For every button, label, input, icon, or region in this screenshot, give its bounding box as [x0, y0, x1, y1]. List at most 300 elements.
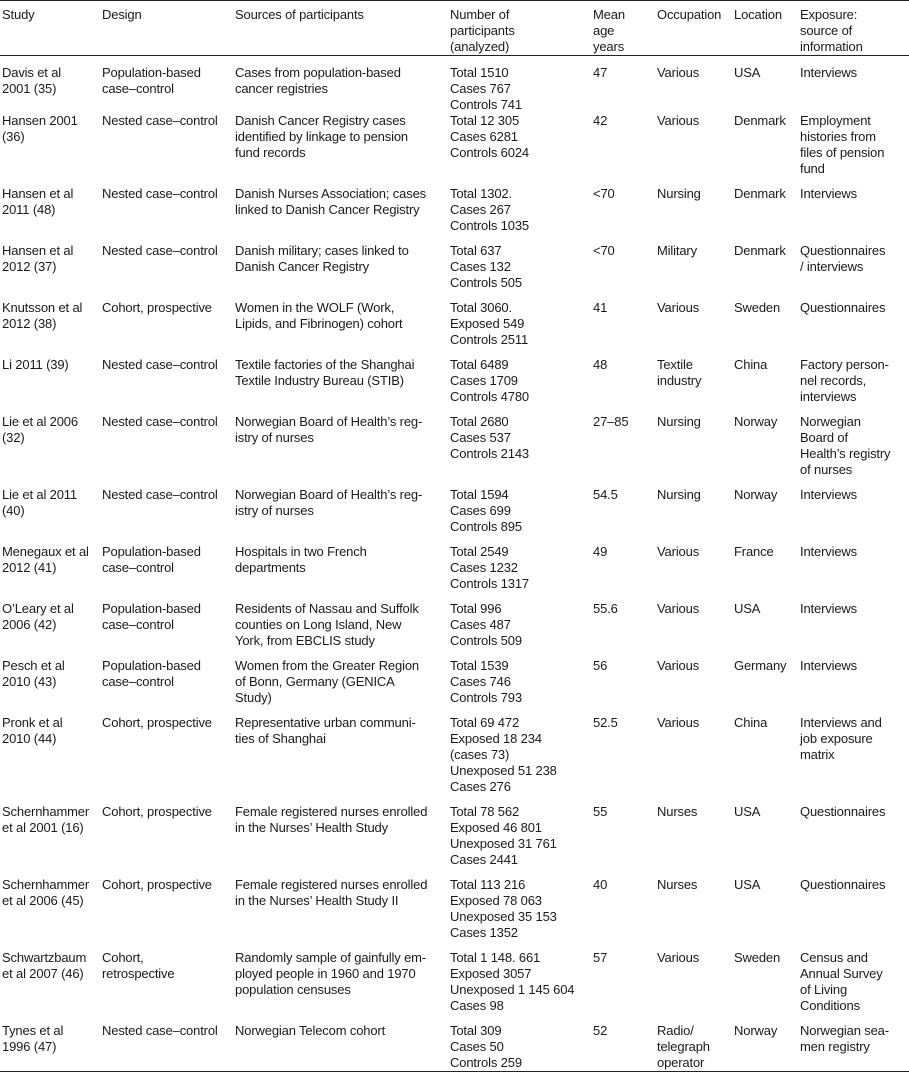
cell-study — [0, 414, 100, 487]
cell-line: 40 — [593, 877, 608, 892]
cell-line: case–control — [102, 617, 174, 632]
cell-line: Nurses — [657, 877, 698, 892]
cell-number — [448, 1023, 591, 1072]
cell-line: Questionnaires — [800, 877, 886, 892]
table-row — [0, 300, 909, 357]
cell-exposure — [798, 113, 909, 186]
cell-line: Controls 6024 — [450, 145, 529, 160]
cell-line: Nested case–control — [102, 1023, 218, 1038]
table-row — [0, 243, 909, 300]
cell-occupation — [655, 544, 732, 601]
cell-location — [732, 414, 798, 487]
cell-line: Schwartzbaum — [2, 950, 87, 965]
cell-line: Cohort, prospective — [102, 804, 212, 819]
cell-line: Health’s registry — [800, 446, 891, 461]
cell-line: Norwegian — [800, 414, 861, 429]
cell-exposure — [798, 658, 909, 715]
cell-exposure — [798, 487, 909, 544]
cell-design — [100, 950, 233, 1023]
cell-study — [0, 877, 100, 950]
cell-line: population censuses — [235, 982, 351, 997]
cell-line: 2012 (38) — [2, 316, 57, 331]
cell-design — [100, 243, 233, 300]
cell-line: Military — [657, 243, 697, 258]
header-study — [0, 1, 100, 56]
cell-design — [100, 1023, 233, 1072]
cell-line: Unexposed 31 761 — [450, 836, 557, 851]
cell-location — [732, 804, 798, 877]
cell-sources — [233, 186, 448, 243]
cell-line: / interviews — [800, 259, 864, 274]
header-row — [0, 1, 909, 56]
header-occupation — [655, 1, 732, 56]
cell-location — [732, 877, 798, 950]
cell-line: 49 — [593, 544, 608, 559]
cell-line: Total 78 562 — [450, 804, 520, 819]
cell-line: years — [593, 39, 625, 54]
cell-line: Cases 1352 — [450, 925, 518, 940]
cell-line: Population-based — [102, 601, 201, 616]
cell-line: Schernhammer — [2, 804, 90, 819]
cell-study — [0, 113, 100, 186]
cell-study — [0, 300, 100, 357]
cell-design — [100, 877, 233, 950]
cell-line: Unexposed 51 238 — [450, 763, 557, 778]
cell-exposure — [798, 715, 909, 804]
cell-line: et al 2007 (46) — [2, 966, 84, 981]
cell-line: 55 — [593, 804, 608, 819]
cell-line: Female registered nurses enrolled — [235, 877, 428, 892]
cell-line: USA — [734, 601, 761, 616]
cell-sources — [233, 113, 448, 186]
cell-exposure — [798, 601, 909, 658]
cell-line: 56 — [593, 658, 608, 673]
cell-line: Norwegian Board of Health’s reg- — [235, 487, 423, 502]
cell-age — [591, 56, 655, 114]
cell-line: Hospitals in two French — [235, 544, 367, 559]
cell-line: Exposed 78 063 — [450, 893, 542, 908]
cell-line: Total 1302. — [450, 186, 512, 201]
cell-line: Norwegian Telecom cohort — [235, 1023, 386, 1038]
cell-line: Hansen 2001 — [2, 113, 78, 128]
cell-line: Cohort, prospective — [102, 300, 212, 315]
cell-number — [448, 243, 591, 300]
cell-occupation — [655, 243, 732, 300]
cell-exposure — [798, 56, 909, 114]
cell-line: Sweden — [734, 300, 781, 315]
cell-line: Cases 767 — [450, 81, 511, 96]
cell-design — [100, 487, 233, 544]
cell-sources — [233, 544, 448, 601]
cell-age — [591, 487, 655, 544]
cell-line: Menegaux et al — [2, 544, 89, 559]
cell-line: Various — [657, 544, 700, 559]
cell-line: Exposure: — [800, 7, 858, 22]
cell-line: cancer registries — [235, 81, 328, 96]
cell-line: Questionnaires — [800, 300, 886, 315]
cell-line: Total 69 472 — [450, 715, 520, 730]
cell-line: 27–85 — [593, 414, 629, 429]
cell-line: industry — [657, 373, 702, 388]
cell-age — [591, 715, 655, 804]
cell-line: York, from EBCLIS study — [235, 633, 375, 648]
cell-age — [591, 877, 655, 950]
cell-line: Total 1539 — [450, 658, 509, 673]
cell-line: Total 3060. — [450, 300, 512, 315]
cell-line: Controls 2511 — [450, 332, 529, 347]
cell-exposure — [798, 414, 909, 487]
cell-line: istry of nurses — [235, 503, 314, 518]
cell-line: Nested case–control — [102, 243, 218, 258]
cell-sources — [233, 357, 448, 414]
cell-sources — [233, 715, 448, 804]
cell-line: Mean — [593, 7, 625, 22]
cell-line: 47 — [593, 65, 608, 80]
cell-line: Total 996 — [450, 601, 502, 616]
cell-line: Women from the Greater Region — [235, 658, 419, 673]
table-row — [0, 1023, 909, 1072]
cell-line: Interviews — [800, 65, 858, 80]
cell-line: Cohort, — [102, 950, 144, 965]
header-location — [732, 1, 798, 56]
cell-line: Factory person- — [800, 357, 889, 372]
cell-line: Controls 895 — [450, 519, 522, 534]
cell-location — [732, 186, 798, 243]
cell-line: 1996 (47) — [2, 1039, 57, 1054]
cell-occupation — [655, 804, 732, 877]
cell-line: Total 113 216 — [450, 877, 526, 892]
cell-age — [591, 601, 655, 658]
cell-line: Various — [657, 658, 700, 673]
cell-line: Interviews and — [800, 715, 882, 730]
cell-line: Population-based — [102, 544, 201, 559]
cell-design — [100, 601, 233, 658]
cell-design — [100, 715, 233, 804]
table-row — [0, 357, 909, 414]
cell-line: Schernhammer — [2, 877, 90, 892]
cell-line: Cohort, prospective — [102, 877, 212, 892]
cell-line: USA — [734, 877, 761, 892]
cell-line: Sweden — [734, 950, 781, 965]
table-body — [0, 56, 909, 1072]
cell-line: in the Nurses’ Health Study II — [235, 893, 399, 908]
cell-line: Nested case–control — [102, 487, 218, 502]
cell-design — [100, 56, 233, 114]
cell-line: 2010 (43) — [2, 674, 57, 689]
cell-line: France — [734, 544, 774, 559]
cell-line: 54.5 — [593, 487, 618, 502]
cell-number — [448, 658, 591, 715]
cell-line: <70 — [593, 186, 615, 201]
cell-line: Norwegian sea- — [800, 1023, 889, 1038]
cell-line: Randomly sample of gainfully em- — [235, 950, 427, 965]
cell-number — [448, 113, 591, 186]
cell-line: in the Nurses’ Health Study — [235, 820, 388, 835]
cell-line: Nursing — [657, 487, 701, 502]
cell-line: (32) — [2, 430, 25, 445]
cell-line: Exposed 18 234 — [450, 731, 542, 746]
cell-line: ployed people in 1960 and 1970 — [235, 966, 416, 981]
cell-age — [591, 186, 655, 243]
cell-sources — [233, 658, 448, 715]
table-row — [0, 950, 909, 1023]
cell-number — [448, 804, 591, 877]
cell-number — [448, 186, 591, 243]
cell-line: case–control — [102, 81, 174, 96]
cell-line: et al 2001 (16) — [2, 820, 84, 835]
cell-exposure — [798, 186, 909, 243]
cell-line: Hansen et al — [2, 243, 74, 258]
cell-number — [448, 487, 591, 544]
cell-line: Cohort, prospective — [102, 715, 212, 730]
cell-line: 2001 (35) — [2, 81, 57, 96]
cell-location — [732, 658, 798, 715]
cell-design — [100, 186, 233, 243]
cell-line: Danish military; cases linked to — [235, 243, 409, 258]
cell-line: Total 6489 — [450, 357, 509, 372]
cell-line: Lipids, and Fibrinogen) cohort — [235, 316, 403, 331]
cell-number — [448, 414, 591, 487]
cell-age — [591, 804, 655, 877]
cell-location — [732, 487, 798, 544]
cell-line: Cases 1709 — [450, 373, 518, 388]
cell-design — [100, 113, 233, 186]
cell-line: Cases 98 — [450, 998, 504, 1013]
cell-line: Interviews — [800, 601, 858, 616]
cell-line: 2012 (37) — [2, 259, 57, 274]
cell-occupation — [655, 56, 732, 114]
cell-line: Location — [734, 7, 782, 22]
cell-line: Pronk et al — [2, 715, 63, 730]
cell-line: Conditions — [800, 998, 860, 1013]
cell-line: Exposed 3057 — [450, 966, 532, 981]
cell-line: Various — [657, 715, 700, 730]
header-number — [448, 1, 591, 56]
cell-line: linked to Danish Cancer Registry — [235, 202, 420, 217]
cell-line: Employment — [800, 113, 871, 128]
cell-line: China — [734, 357, 768, 372]
cell-line: Total 309 — [450, 1023, 502, 1038]
cell-occupation — [655, 601, 732, 658]
cell-line: 55.6 — [593, 601, 618, 616]
cell-line: Cases 746 — [450, 674, 511, 689]
cell-occupation — [655, 950, 732, 1023]
cell-number — [448, 357, 591, 414]
cell-line: Controls 259 — [450, 1055, 522, 1070]
cell-line: Exposed 549 — [450, 316, 525, 331]
cell-line: USA — [734, 65, 761, 80]
table-row — [0, 113, 909, 186]
cell-line: Study) — [235, 690, 272, 705]
cell-line: interviews — [800, 389, 857, 404]
cell-line: USA — [734, 804, 761, 819]
cell-line: Norway — [734, 414, 778, 429]
table-row — [0, 804, 909, 877]
cell-line: Various — [657, 950, 700, 965]
cell-line: 2006 (42) — [2, 617, 57, 632]
cell-study — [0, 950, 100, 1023]
table-row — [0, 544, 909, 601]
cell-line: Cases 132 — [450, 259, 511, 274]
cell-exposure — [798, 877, 909, 950]
cell-line: (36) — [2, 129, 25, 144]
cell-study — [0, 487, 100, 544]
cell-sources — [233, 601, 448, 658]
cell-line: Lie et al 2011 — [2, 487, 77, 502]
cell-sources — [233, 804, 448, 877]
cell-line: O’Leary et al — [2, 601, 74, 616]
cell-sources — [233, 300, 448, 357]
cell-line: Cases 267 — [450, 202, 511, 217]
cell-line: Population-based — [102, 65, 201, 80]
cell-location — [732, 715, 798, 804]
cell-exposure — [798, 243, 909, 300]
cell-line: Nested case–control — [102, 186, 218, 201]
cell-line: Cases 487 — [450, 617, 511, 632]
cell-line: Nested case–control — [102, 113, 218, 128]
cell-occupation — [655, 1023, 732, 1072]
cell-line: Cases 537 — [450, 430, 511, 445]
cell-line: Exposed 46 801 — [450, 820, 542, 835]
cell-study — [0, 715, 100, 804]
cell-line: Danish Cancer Registry — [235, 259, 369, 274]
cell-line: Various — [657, 601, 700, 616]
cell-line: Total 1510 — [450, 65, 509, 80]
cell-line: operator — [657, 1055, 705, 1070]
cell-occupation — [655, 414, 732, 487]
cell-number — [448, 877, 591, 950]
cell-design — [100, 658, 233, 715]
cell-number — [448, 715, 591, 804]
cell-line: Cases from population-based — [235, 65, 401, 80]
cell-line: Design — [102, 7, 142, 22]
table-row — [0, 487, 909, 544]
cell-sources — [233, 950, 448, 1023]
cell-line: ties of Shanghai — [235, 731, 326, 746]
cell-line: Population-based — [102, 658, 201, 673]
cell-sources — [233, 414, 448, 487]
cell-number — [448, 56, 591, 114]
cell-line: 42 — [593, 113, 608, 128]
cell-line: Total 1594 — [450, 487, 509, 502]
header-design — [100, 1, 233, 56]
cell-line: Cases 50 — [450, 1039, 504, 1054]
cell-occupation — [655, 658, 732, 715]
cell-line: departments — [235, 560, 306, 575]
cell-sources — [233, 243, 448, 300]
cell-line: Davis et al — [2, 65, 62, 80]
cell-line: Denmark — [734, 243, 786, 258]
cell-line: Residents of Nassau and Suffolk — [235, 601, 419, 616]
header-sources — [233, 1, 448, 56]
cell-study — [0, 804, 100, 877]
cell-line: Total 1 148. 661 — [450, 950, 541, 965]
cell-line: case–control — [102, 674, 174, 689]
table-row — [0, 601, 909, 658]
cell-exposure — [798, 1023, 909, 1072]
cell-line: Controls 2143 — [450, 446, 529, 461]
cell-line: fund — [800, 161, 825, 176]
cell-line: Total 637 — [450, 243, 502, 258]
cell-location — [732, 601, 798, 658]
cell-line: Cases 276 — [450, 779, 511, 794]
cell-line: Nurses — [657, 804, 698, 819]
cell-line: Annual Survey — [800, 966, 883, 981]
cell-study — [0, 1023, 100, 1072]
cell-age — [591, 658, 655, 715]
cell-age — [591, 544, 655, 601]
cell-design — [100, 544, 233, 601]
cell-line: of nurses — [800, 462, 853, 477]
cell-line: Controls 4780 — [450, 389, 529, 404]
cell-line: participants — [450, 23, 515, 38]
cell-line: et al 2006 (45) — [2, 893, 84, 908]
cell-line: job exposure — [800, 731, 873, 746]
cell-location — [732, 243, 798, 300]
cell-line: Representative urban communi- — [235, 715, 416, 730]
cell-study — [0, 243, 100, 300]
cell-line: Total 2680 — [450, 414, 509, 429]
cell-line: Nursing — [657, 186, 701, 201]
cell-location — [732, 113, 798, 186]
cell-sources — [233, 877, 448, 950]
cell-line: Occupation — [657, 7, 722, 22]
cell-line: Questionnaires — [800, 804, 886, 819]
header-age — [591, 1, 655, 56]
cell-line: Nursing — [657, 414, 701, 429]
cell-line: Women in the WOLF (Work, — [235, 300, 395, 315]
cell-number — [448, 300, 591, 357]
cell-line: 41 — [593, 300, 608, 315]
cell-number — [448, 544, 591, 601]
cell-line: men registry — [800, 1039, 870, 1054]
cell-line: (40) — [2, 503, 25, 518]
cell-line: <70 — [593, 243, 615, 258]
cell-occupation — [655, 300, 732, 357]
cell-line: Cases 1232 — [450, 560, 518, 575]
cell-line: 57 — [593, 950, 608, 965]
cell-line: retrospective — [102, 966, 175, 981]
cell-line: Lie et al 2006 — [2, 414, 78, 429]
cell-number — [448, 950, 591, 1023]
table-row — [0, 715, 909, 804]
cell-line: (cases 73) — [450, 747, 510, 762]
cell-age — [591, 243, 655, 300]
cell-line: China — [734, 715, 768, 730]
cell-line: of Living — [800, 982, 848, 997]
cell-age — [591, 1023, 655, 1072]
cell-line: source of — [800, 23, 853, 38]
cell-design — [100, 804, 233, 877]
cell-line: Norway — [734, 1023, 778, 1038]
cell-line: Norway — [734, 487, 778, 502]
cell-line: Various — [657, 65, 700, 80]
cell-exposure — [798, 300, 909, 357]
cell-line: Nested case–control — [102, 414, 218, 429]
cell-occupation — [655, 113, 732, 186]
cell-line: Cases 6281 — [450, 129, 518, 144]
cell-line: Textile factories of the Shanghai — [235, 357, 415, 372]
cell-line: Unexposed 35 153 — [450, 909, 557, 924]
cell-line: telegraph — [657, 1039, 710, 1054]
cell-line: nel records, — [800, 373, 867, 388]
cell-study — [0, 357, 100, 414]
cell-line: Controls 793 — [450, 690, 522, 705]
cell-line: Li 2011 (39) — [2, 357, 69, 372]
cell-location — [732, 300, 798, 357]
cell-age — [591, 113, 655, 186]
cell-occupation — [655, 186, 732, 243]
